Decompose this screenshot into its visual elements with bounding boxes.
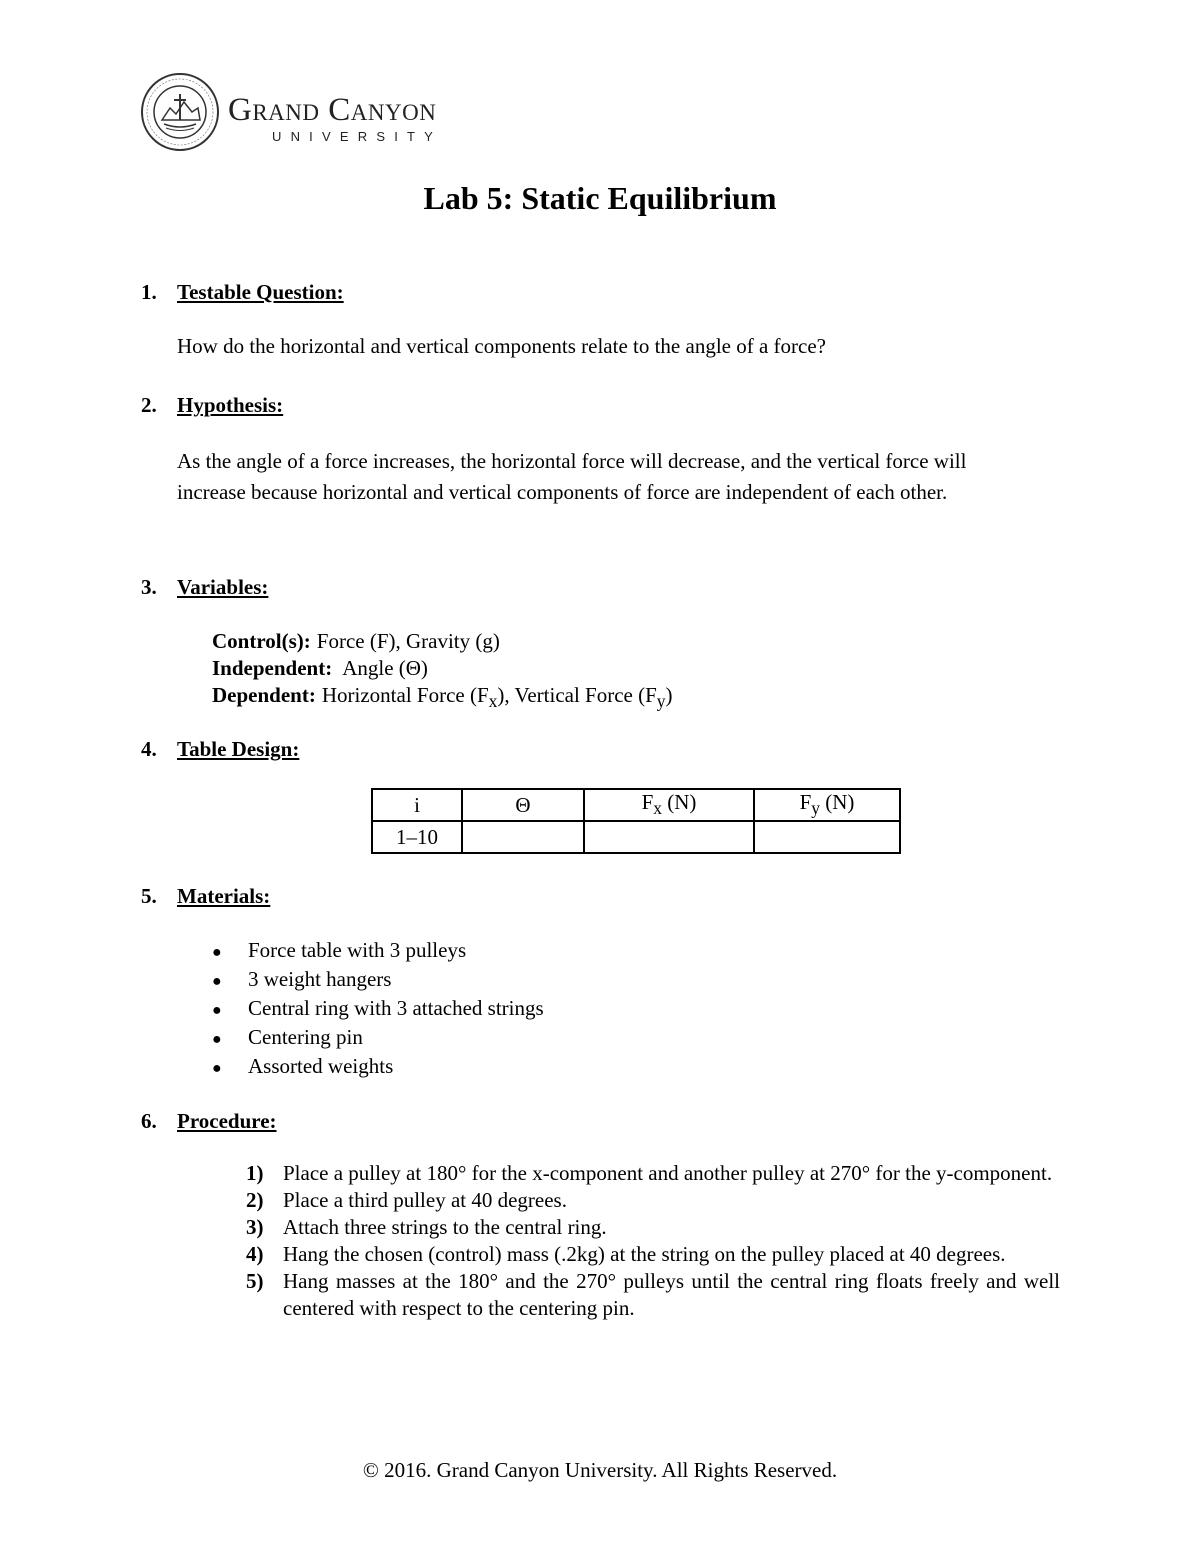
procedure-step: 1) Place a pulley at 180° for the x-component and another pulley at 270° for the y-component. (246, 1161, 1053, 1185)
logo-name-sub: UNIVERSITY (272, 129, 443, 144)
bullet-icon: ● (212, 1060, 222, 1077)
testable-question-text: How do the horizontal and vertical components relate to the angle of a force? (177, 334, 826, 358)
variable-dependent (212, 682, 673, 715)
section-title: Table Design: (177, 737, 300, 761)
section-title: Testable Question: (177, 280, 344, 304)
variable-value: Angle (Θ) (342, 656, 428, 680)
bullet-icon: ● (212, 1031, 222, 1048)
list-item: ● Assorted weights (212, 1052, 544, 1081)
table-cell-fx (584, 821, 754, 853)
procedure-step: 5) Hang masses at the 180° and the 270° pulleys until the central ring floats freely and well centered with respect to the centering pin. (246, 1269, 1060, 1320)
table-header-i: i (372, 789, 462, 821)
section-title: Procedure: (177, 1109, 277, 1133)
section-title: Materials: (177, 884, 271, 908)
bullet-icon: ● (212, 1002, 222, 1019)
procedure-step: 2) Place a third pulley at 40 degrees. (246, 1188, 567, 1212)
page-title: Lab 5: Static Equilibrium (423, 180, 777, 216)
section-number: 3. (141, 575, 157, 599)
bullet-icon: ● (212, 944, 222, 961)
table-row (372, 821, 900, 853)
section-number: 4. (141, 737, 157, 761)
variable-label: Independent: (212, 656, 333, 680)
section-heading-hypothesis (141, 392, 283, 418)
section-heading-materials (141, 883, 270, 909)
table-header-theta: Θ (462, 789, 584, 821)
variable-value: Force (F), Gravity (g) (316, 629, 500, 653)
university-seal-icon (140, 72, 220, 152)
materials-list (212, 936, 544, 1081)
university-logo (140, 72, 500, 152)
list-item: ● Centering pin (212, 1023, 544, 1052)
section-heading-table-design (141, 736, 299, 762)
variable-independent (212, 655, 673, 682)
table-header-fx: $F_x$ (N) (584, 789, 754, 821)
section-heading-variables (141, 574, 268, 600)
section-title: Hypothesis: (177, 393, 284, 417)
procedure-steps (246, 1160, 1060, 1322)
variable-label: Dependent: (212, 683, 316, 707)
section-heading-testable-question (141, 279, 344, 305)
list-item: ● Force table with 3 pulleys (212, 936, 544, 965)
procedure-step: 4) Hang the chosen (control) mass (.2kg) at the string on the pulley placed at 40 degrees. (246, 1242, 1006, 1266)
list-item: ● 3 weight hangers (212, 965, 544, 994)
section-number: 1. (141, 280, 157, 304)
variable-value: Horizontal Force $(F_x)$, Vertical Force $(F_y)$ (321, 683, 673, 712)
section-number: 5. (141, 884, 157, 908)
table-cell-i: 1–10 (372, 821, 462, 853)
logo-name-main: Grand Canyon (228, 92, 437, 128)
variable-label: Control(s): (212, 629, 311, 653)
table-header-row (372, 789, 900, 821)
procedure-step: 3) Attach three strings to the central ring. (246, 1215, 607, 1239)
section-number: 6. (141, 1109, 157, 1133)
variables-list (212, 628, 673, 715)
section-number: 2. (141, 393, 157, 417)
data-table (371, 788, 901, 854)
variable-control (212, 628, 673, 655)
section-heading-procedure (141, 1108, 277, 1134)
table-cell-fy (754, 821, 900, 853)
copyright-footer: © 2016. Grand Canyon University. All Rights Reserved. (362, 1458, 838, 1482)
table-cell-theta (462, 821, 584, 853)
section-title: Variables: (177, 575, 269, 599)
list-item: ● Central ring with 3 attached strings (212, 994, 544, 1023)
table-header-fy: $F_y$ (N) (754, 789, 900, 821)
hypothesis-text: As the angle of a force increases, the horizontal force will decrease, and the vertical force will increase because horizontal and vertical components of force are independent of each other. (177, 449, 967, 504)
bullet-icon: ● (212, 973, 222, 990)
